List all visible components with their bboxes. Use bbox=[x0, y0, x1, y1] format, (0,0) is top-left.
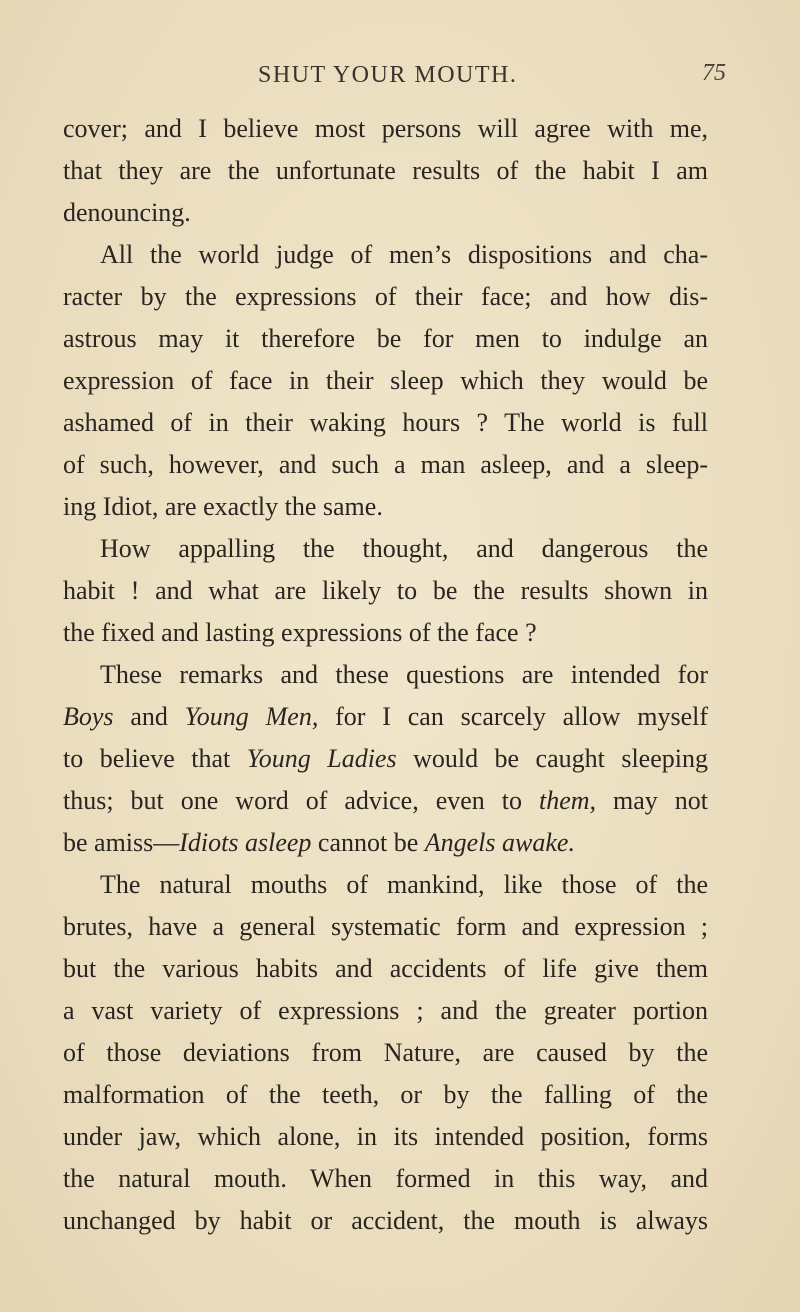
text-run: to believe that bbox=[63, 744, 247, 773]
text-run: and bbox=[113, 702, 185, 731]
text-line bbox=[63, 822, 708, 864]
text-run: would be caught sleeping bbox=[396, 744, 708, 773]
text-line: These remarks and these questions are intended for bbox=[100, 660, 708, 689]
text-line: the natural mouth. When formed in this way, and bbox=[63, 1164, 708, 1193]
text-line: ing Idiot, are exactly the same. bbox=[63, 492, 383, 521]
text-line: racter by the expressions of their face; and how dis- bbox=[63, 282, 708, 311]
italic-phrase: them, bbox=[538, 786, 597, 815]
italic-phrase: Idiots asleep bbox=[179, 828, 312, 857]
text-line: brutes, have a general systematic form and expression ; bbox=[63, 912, 708, 941]
text-line: under jaw, which alone, in its intended position, forms bbox=[63, 1122, 708, 1151]
text-line: ashamed of in their waking hours ? The world is full bbox=[63, 408, 708, 437]
text-line: How appalling the thought, and dangerous the bbox=[100, 534, 708, 563]
text-run: be amiss— bbox=[63, 828, 180, 857]
text-line: a vast variety of expressions ; and the greater portion bbox=[63, 996, 708, 1025]
body-text bbox=[63, 108, 708, 1242]
text-run: thus; but one word of advice, even to bbox=[63, 786, 539, 815]
text-line: of such, however, and such a man asleep, and a sleep- bbox=[63, 450, 708, 479]
text-line: cover; and I believe most persons will agree with me, bbox=[63, 114, 708, 143]
italic-phrase: Young Ladies bbox=[246, 744, 397, 773]
text-line: but the various habits and accidents of life give them bbox=[63, 954, 708, 983]
text-run: may not bbox=[596, 786, 708, 815]
text-line bbox=[63, 738, 708, 780]
text-line: denouncing. bbox=[63, 198, 191, 227]
text-run: for I can scarcely allow myself bbox=[318, 702, 708, 731]
running-head: SHUT YOUR MOUTH. bbox=[258, 62, 518, 88]
text-line: malformation of the teeth, or by the falling of the bbox=[63, 1080, 708, 1109]
text-line: All the world judge of men’s dispositions and cha- bbox=[100, 240, 708, 269]
text-line: the fixed and lasting expressions of the face ? bbox=[63, 618, 537, 647]
text-line: astrous may it therefore be for men to indulge an bbox=[63, 324, 708, 353]
text-line: of those deviations from Nature, are caused by the bbox=[63, 1038, 708, 1067]
page-number: 75 bbox=[702, 60, 726, 86]
italic-phrase: Boys bbox=[63, 702, 114, 731]
text-line: that they are the unfortunate results of the habit I am bbox=[63, 156, 708, 185]
text-line: habit ! and what are likely to be the results shown in bbox=[63, 576, 708, 605]
text-run: cannot be bbox=[311, 828, 425, 857]
text-line bbox=[63, 780, 708, 822]
text-line: The natural mouths of mankind, like those of the bbox=[100, 870, 708, 899]
page-header bbox=[0, 62, 800, 92]
italic-phrase: Young Men, bbox=[184, 702, 319, 731]
italic-phrase: Angels awake. bbox=[424, 828, 575, 857]
text-line: expression of face in their sleep which they would be bbox=[63, 366, 708, 395]
text-line bbox=[63, 696, 708, 738]
text-line: unchanged by habit or accident, the mouth is always bbox=[63, 1206, 708, 1235]
